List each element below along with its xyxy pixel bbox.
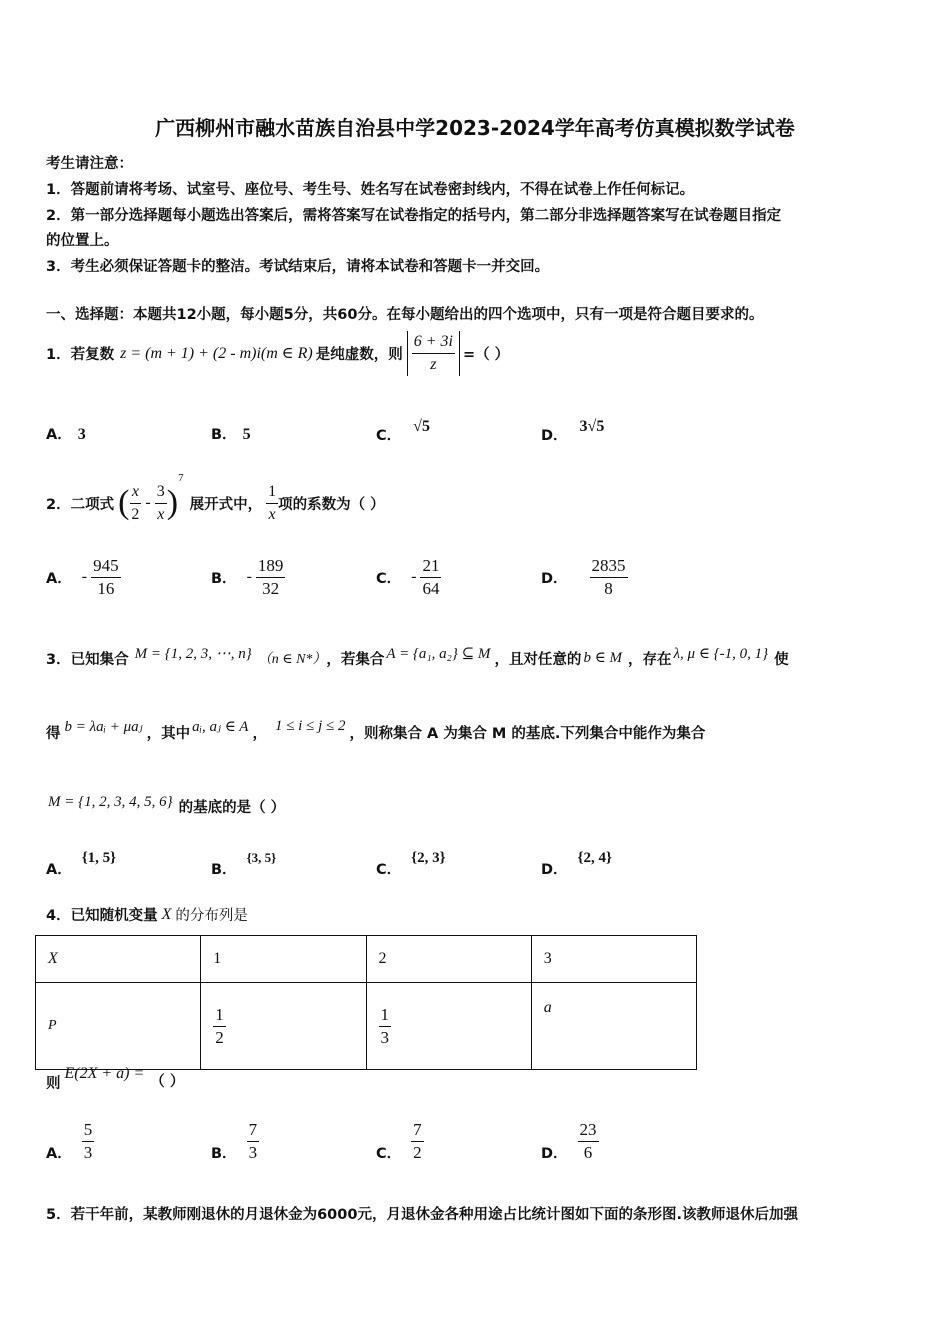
q3-line1-e: 使: [774, 651, 789, 668]
q3-line2-b: ，其中: [146, 725, 191, 742]
q2-term2-den: x: [157, 505, 165, 523]
q2-option-c-num: 21: [420, 555, 441, 578]
q3-line2-d: ，则称集合 A 为集合 M 的基底.下列集合中能作为集合: [349, 725, 706, 742]
question-4: [46, 904, 248, 925]
q4-option-b: [211, 1117, 259, 1165]
q4-option-d-num: 23: [578, 1119, 599, 1142]
q1-option-c-value: √5: [413, 418, 430, 435]
q3-option-c: [376, 846, 446, 878]
q1-abs-value: [407, 331, 460, 376]
q2-term1-den: 2: [131, 505, 140, 523]
q2-term1-num: x: [130, 481, 141, 504]
q4-option-a-label: A．: [46, 1145, 72, 1162]
q1-option-a-value: 3: [77, 426, 86, 443]
q2-option-c-sign: -: [411, 568, 417, 585]
q1-option-d-value: 3√5: [579, 418, 605, 435]
q4-variable: X: [161, 905, 172, 923]
q2-option-a-den: 16: [97, 578, 115, 598]
q3-set-a: A = {a₁, a₂} ⊆ M: [386, 645, 491, 662]
q2-option-d-label: D．: [541, 570, 568, 587]
q4-expression: E(2X + a) =: [64, 1065, 145, 1082]
table-cell-p1: [201, 983, 366, 1070]
q3-ai-aj: aᵢ, aⱼ ∈ A: [192, 718, 249, 735]
q1-option-d: [541, 415, 605, 444]
q2-term2-num: 3: [155, 481, 167, 504]
q3-option-c-label: C．: [376, 862, 402, 878]
q3-b-in-m: b ∈ M: [583, 649, 623, 666]
q3-option-a: [46, 846, 117, 878]
q3-line2-a: 得: [46, 725, 61, 742]
q3-option-d: [541, 846, 612, 878]
page-title: 广西柳州市融水苗族自治县中学2023-2024学年高考仿真模拟数学试卷: [155, 116, 795, 140]
q3-option-b: [211, 846, 277, 878]
q3-line1-d: ，存在: [628, 651, 672, 668]
p1-den: 2: [215, 1027, 224, 1047]
q2-option-b-den: 32: [262, 578, 280, 598]
q4-option-a-num: 5: [82, 1119, 95, 1142]
q3-line2-c: ，: [252, 725, 267, 742]
q3-line1-b: ，若集合: [326, 651, 385, 668]
table-cell-p2: [366, 983, 531, 1070]
q2-term3-num: 1: [266, 481, 278, 504]
q3-option-a-value: {1, 5}: [81, 850, 117, 866]
q2-option-d-num: 2835: [590, 555, 628, 578]
q2-option-c-label: C．: [376, 570, 402, 587]
q3-set-m: M = {1, 2, 3, ⋯, n}: [134, 645, 252, 662]
q3-option-a-label: A．: [46, 862, 72, 878]
q2-option-b-num: 189: [256, 555, 286, 578]
q2-option-c: [376, 553, 441, 601]
table-cell-p-label: P: [36, 983, 201, 1070]
notice-item-3: 3．考生必须保证答题卡的整洁。考试结束后，请将本试卷和答题卡一并交回。: [46, 259, 550, 275]
q2-minus: -: [145, 494, 151, 511]
q2-option-a: [46, 553, 121, 601]
table-row: [36, 936, 697, 983]
q1-option-b: [211, 423, 251, 444]
q2-option-b: [211, 553, 285, 601]
q3-option-d-value: {2, 4}: [577, 850, 612, 866]
q2-option-b-sign: -: [246, 568, 252, 585]
q4-option-b-num: 7: [247, 1119, 260, 1142]
distribution-table: [35, 935, 697, 1070]
table-row: [36, 983, 697, 1070]
q4-question-line: [46, 1062, 184, 1092]
q4-option-c: [376, 1117, 424, 1165]
q1-option-b-label: B．: [211, 427, 237, 443]
question-3-line-2: [46, 714, 705, 750]
question-3-line-3: [46, 788, 285, 824]
q4-option-d: [541, 1117, 599, 1165]
notice-item-2-cont: 的位置上。: [46, 233, 119, 249]
question-2: 2．二项式 ( $\frac{x}{2}$ - $\frac{3}{x}$ ) 7 展开式中， $\frac{1}{x}$ 项的系数为（ ）: [46, 474, 385, 532]
q2-option-d: [541, 553, 628, 601]
q4-option-b-den: 3: [248, 1142, 258, 1162]
q1-option-a-label: A．: [46, 427, 72, 443]
q3-option-c-value: {2, 3}: [411, 850, 446, 866]
q4-then: 则: [46, 1075, 61, 1092]
q2-exponent: 7: [178, 472, 184, 484]
q4-option-c-num: 7: [411, 1119, 424, 1142]
q4-option-b-label: B．: [211, 1145, 237, 1162]
q2-mid: 展开式中，: [189, 496, 263, 513]
q4-option-c-label: C．: [376, 1145, 402, 1162]
p2-den: 3: [380, 1027, 389, 1047]
q2-option-d-den: 8: [604, 578, 613, 598]
p2-num: 1: [379, 1004, 392, 1027]
q3-lambda-mu: λ, μ ∈ {-1, 0, 1}: [673, 645, 769, 662]
q1-option-c: [376, 415, 430, 444]
q2-option-a-num: 945: [91, 555, 121, 578]
q3-line3-tail: 的基底的是（ ）: [178, 799, 286, 816]
q4-tail: 的分布列是: [175, 908, 248, 924]
q3-option-b-label: B．: [211, 862, 237, 878]
q2-option-b-label: B．: [211, 570, 237, 587]
q1-frac-den: z: [430, 355, 437, 373]
table-cell-x3: 3: [531, 936, 696, 983]
q1-option-d-label: D．: [541, 428, 568, 444]
q1-option-b-value: 5: [242, 426, 251, 443]
q3-inequality: 1 ≤ i ≤ j ≤ 2: [274, 717, 346, 734]
q1-option-c-label: C．: [376, 428, 402, 444]
table-cell-x1: 1: [201, 936, 366, 983]
notice-item-1: 1．答题前请将考场、试室号、座位号、考生号、姓名写在试卷密封线内，不得在试卷上作任何标记。: [46, 182, 695, 198]
section-heading: 一、选择题：本题共12小题，每小题5分，共60分。在每小题给出的四个选项中，只有一项是符合题目要求的。: [46, 307, 764, 323]
question-3-line-1: [46, 640, 912, 676]
q1-prefix: 1．若复数: [46, 346, 115, 363]
notice-header: 考生请注意：: [46, 156, 133, 172]
q3-option-b-value: {3, 5}: [246, 850, 277, 865]
q2-option-c-den: 64: [422, 578, 440, 598]
q2-option-a-sign: -: [81, 568, 88, 585]
q4-option-a: [46, 1117, 94, 1165]
question-5: 5．若干年前，某教师刚退休的月退休金为6000元，月退休金各种用途占比统计图如下面的条形图.该教师退休后加强: [46, 1207, 798, 1223]
q2-term3-den: x: [268, 505, 276, 523]
table-cell-x-label: X: [36, 936, 201, 983]
q4-prefix: 4．已知随机变量: [46, 908, 158, 924]
q2-tail: 项的系数为（ ）: [278, 496, 385, 513]
q1-tail: =（ ）: [462, 346, 510, 363]
q3-line1-a: 3．已知集合: [46, 651, 129, 668]
p1-num: 1: [213, 1004, 226, 1027]
q1-mid: 是纯虚数，则: [315, 346, 403, 363]
q4-blank: （ ）: [150, 1073, 185, 1090]
q3-option-d-label: D．: [541, 862, 568, 878]
q3-condition: （n ∈ N*）: [257, 652, 327, 667]
table-cell-p3: a: [531, 983, 696, 1070]
q3-line1-c: ，且对任意的: [494, 651, 582, 668]
notice-item-2: 2．第一部分选择题每小题选出答案后，需将答案写在试卷指定的括号内，第二部分非选择题答案写在试卷题目指定: [46, 208, 782, 224]
q3-b-expression: b = λaᵢ + μaⱼ: [64, 718, 143, 735]
q1-option-a: [46, 423, 86, 444]
q2-prefix: 2．二项式: [46, 496, 115, 513]
question-1: [46, 328, 509, 378]
q4-option-d-den: 6: [583, 1142, 593, 1162]
table-cell-x2: 2: [366, 936, 531, 983]
q1-frac-num: 6 + 3i: [412, 331, 455, 354]
q3-set-m-full: M = {1, 2, 3, 4, 5, 6}: [48, 793, 173, 810]
q4-option-a-den: 3: [83, 1142, 93, 1162]
q2-option-a-label: A．: [46, 570, 72, 587]
q4-option-c-den: 2: [413, 1142, 422, 1162]
q4-option-d-label: D．: [541, 1145, 568, 1162]
q1-expression: z = (m + 1) + (2 - m)i(m ∈ R): [120, 345, 313, 362]
